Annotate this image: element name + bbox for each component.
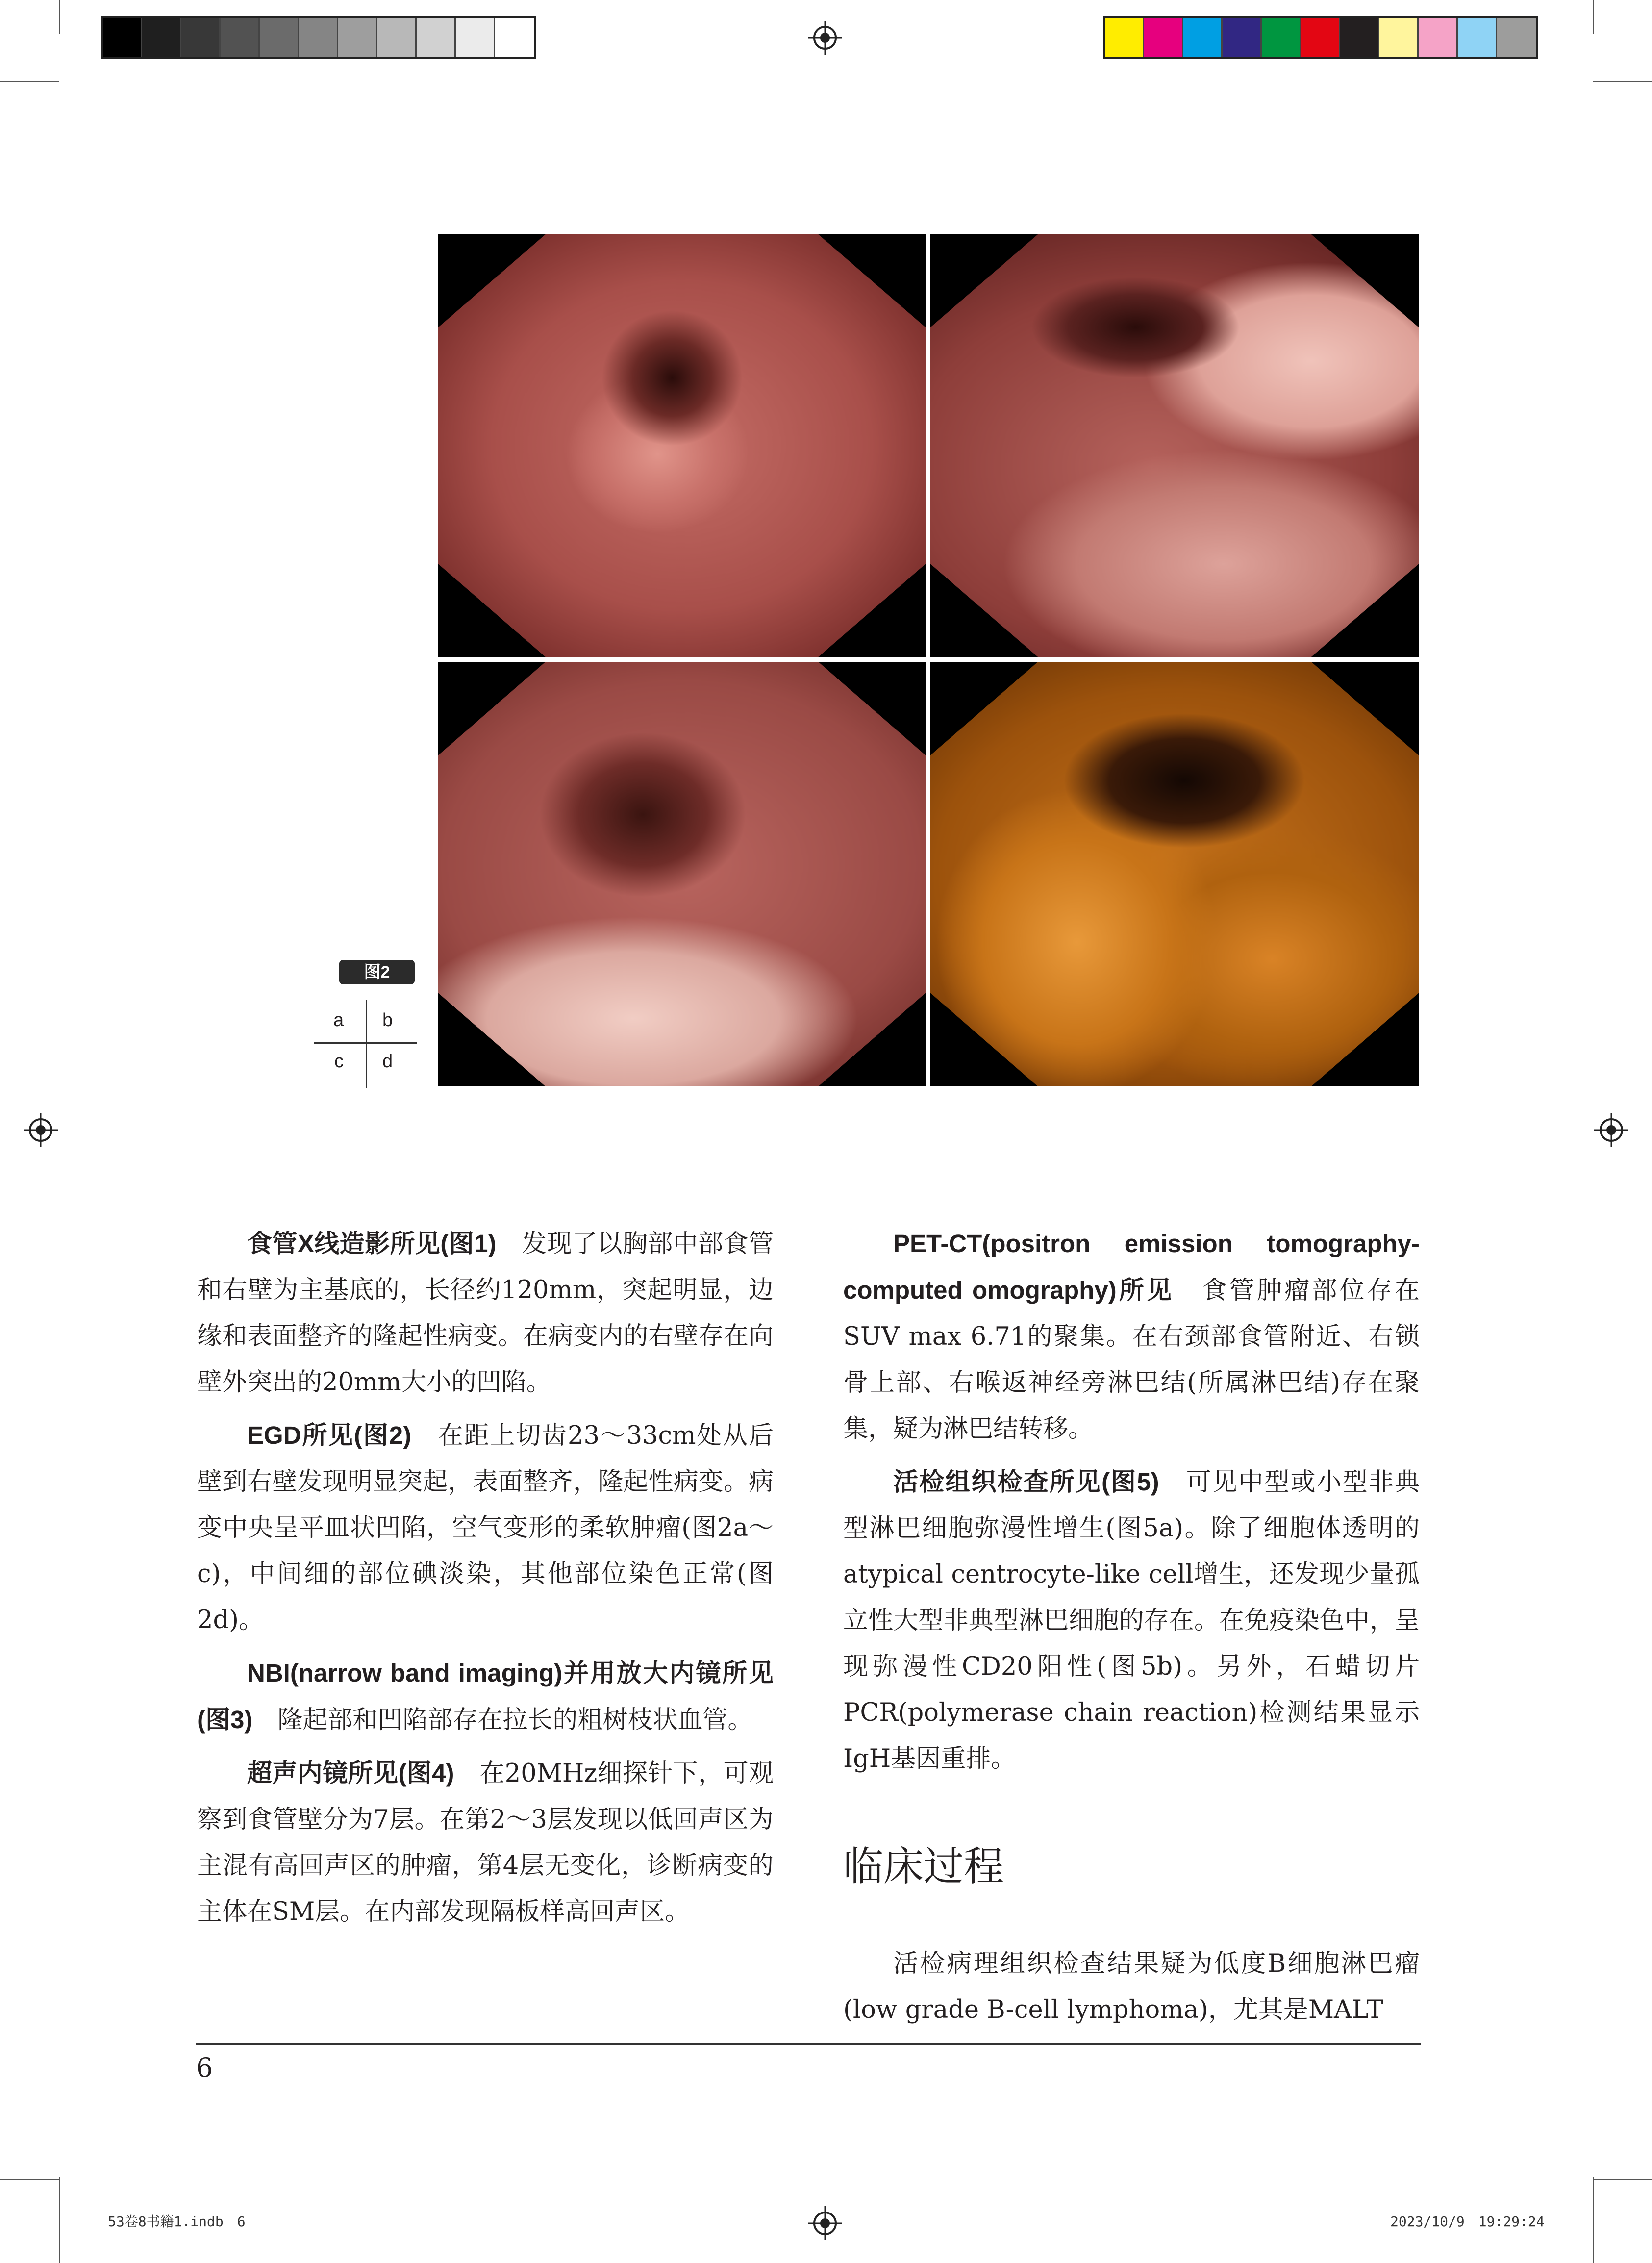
paragraph-xray: 食管X线造影所见(图1) 发现了以胸部中部食管和右壁为主基底的，长径约120mm，突起明显，边缘和表面整齐的隆起性病变。在病变内的右壁存在向壁外突出的20mm大小的凹陷。 (197, 1230, 774, 1397)
page-number: 6 (196, 2052, 213, 2083)
paragraph-eus: 超声内镜所见(图4) 在20MHz细探针下，可观察到食管壁分为7层。在第2～3层发现以低回声区为主混有高回声区的肿瘤，第4层无变化，诊断病变的主体在SM层。在内部发现隔板样高回声区。 (197, 1759, 774, 1926)
slug-timestamp: 2023/10/9 19:29:24 (1390, 2213, 1545, 2230)
figure-panel-key (314, 1000, 417, 1088)
crop-mark (59, 2177, 60, 2263)
color-swatch (338, 18, 377, 57)
section-heading: 临床过程 (843, 1843, 1004, 1890)
color-swatch (103, 18, 142, 57)
endoscopy-photo-a (438, 234, 926, 657)
registration-mark-icon (808, 2206, 842, 2240)
registration-mark-icon (808, 21, 842, 55)
endoscopy-photo-b (930, 234, 1419, 657)
color-swatch (1262, 18, 1301, 57)
figure-badge: 图2 (339, 960, 415, 984)
color-swatch (1458, 18, 1497, 57)
color-swatch (260, 18, 299, 57)
left-text-column (197, 1221, 774, 1942)
crop-mark (1593, 2177, 1594, 2263)
color-swatch (1223, 18, 1262, 57)
color-swatch (1105, 18, 1144, 57)
footer-rule (196, 2043, 1421, 2045)
color-swatch (142, 18, 181, 57)
color-swatch (299, 18, 338, 57)
registration-mark-icon (24, 1113, 58, 1147)
grayscale-bar (101, 16, 536, 59)
slug-filename: 53卷8书籍1.indb 6 (108, 2213, 246, 2230)
panel-label-c: c (334, 1051, 344, 1072)
panel-label-d: d (382, 1051, 393, 1072)
color-swatch (221, 18, 260, 57)
paragraph-biopsy: 活检组织检查所见(图5) 可见中型或小型非典型淋巴细胞弥漫性增生(图5a)。除了细胞体透明的atypical centrocyte-like cell增生，还发现少量孤立性大型非典型淋巴细胞的存在。在免疫染色中，呈现弥漫性CD20阳性(图5b)。另外，石蜡切片PCR(polymerase chain reaction)检测结果显示IgH基因重排。 (843, 1468, 1420, 1773)
registration-mark-icon (1594, 1113, 1628, 1147)
paragraph-egd: EGD所见(图2) 在距上切齿23～33cm处从后壁到右壁发现明显突起，表面整齐，隆起性病变。病变中央呈平皿状凹陷，空气变形的柔软肿瘤(图2a～c)，中间细的部位碘淡染，其他部位染色正常(图2d)。 (197, 1421, 774, 1634)
paragraph-pet-ct: PET-CT(positron emission tomography-computed omography)所见 食管肿瘤部位存在SUV max 6.71的聚集。在右颈部食管附近、右锁骨上部、右喉返神经旁淋巴结(所属淋巴结)存在聚集，疑为淋巴结转移。 (843, 1230, 1420, 1443)
color-swatch (377, 18, 417, 57)
crop-mark (1593, 81, 1652, 82)
endoscopy-photo-d (930, 662, 1419, 1086)
paragraph-clinical-course: 活检病理组织检查结果疑为低度B细胞淋巴瘤(low grade B-cell lymphoma)，尤其是MALT (843, 1949, 1420, 2024)
color-bar (1103, 16, 1538, 59)
color-swatch (1301, 18, 1340, 57)
color-swatch (1497, 18, 1536, 57)
color-swatch (495, 18, 534, 57)
paragraph-nbi: NBI(narrow band imaging)并用放大内镜所见(图3) 隆起部和凹陷部存在拉长的粗树枝状血管。 (197, 1659, 774, 1735)
crop-mark (59, 0, 60, 34)
endoscopy-photo-c (438, 662, 926, 1086)
crop-mark (0, 2179, 59, 2180)
color-swatch (181, 18, 221, 57)
color-swatch (1340, 18, 1379, 57)
color-swatch (1419, 18, 1458, 57)
color-swatch (456, 18, 495, 57)
crop-mark (0, 81, 59, 82)
panel-label-b: b (382, 1010, 393, 1031)
color-swatch (1144, 18, 1183, 57)
right-text-column (843, 1221, 1420, 2040)
panel-label-a: a (333, 1010, 344, 1031)
crop-mark (1593, 2179, 1652, 2180)
color-swatch (417, 18, 456, 57)
color-swatch (1379, 18, 1419, 57)
crop-mark (1593, 0, 1594, 34)
color-swatch (1183, 18, 1223, 57)
